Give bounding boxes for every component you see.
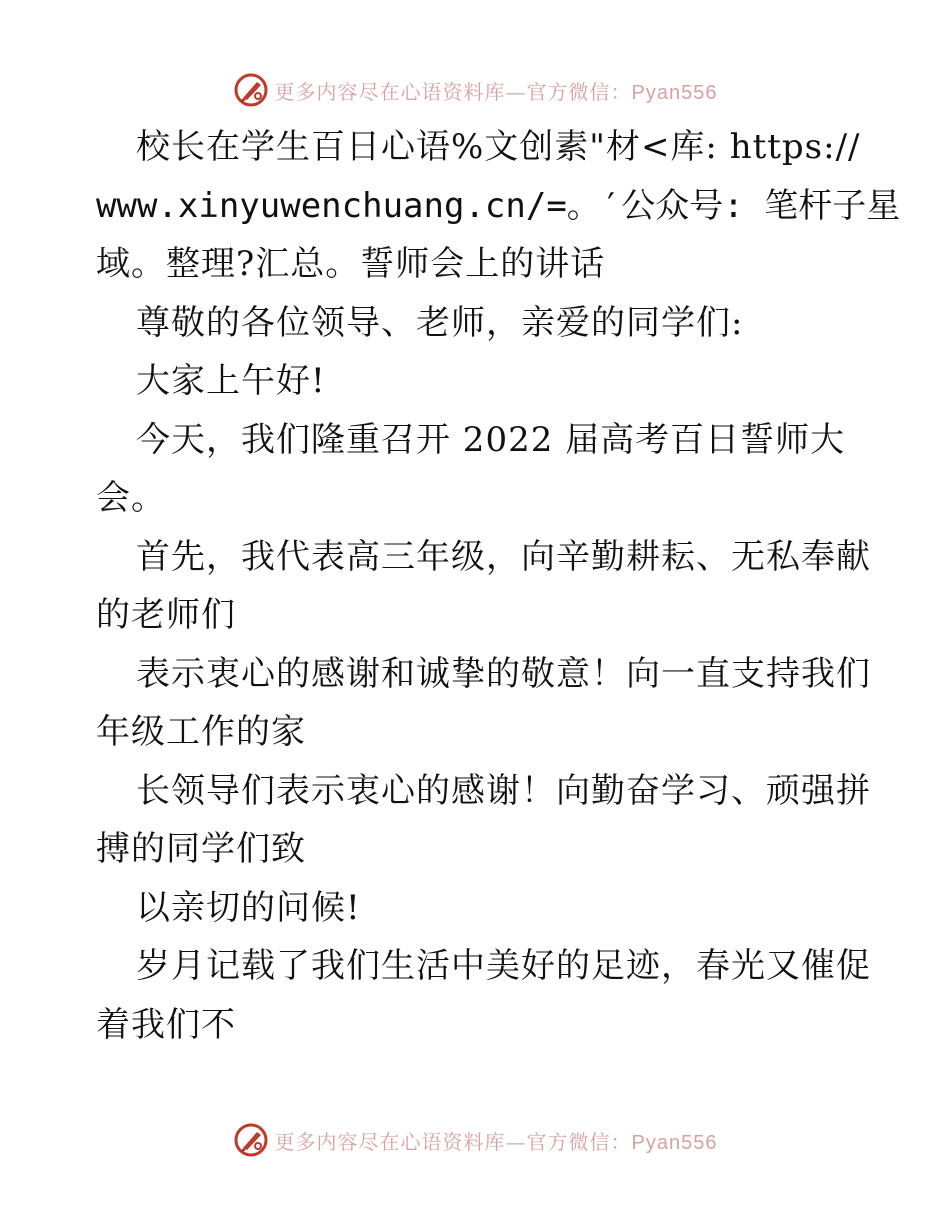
watermark-text: 更多内容尽在心语资料库—官方微信：Pyan556 bbox=[274, 1129, 718, 1154]
text-line: 着我们不 bbox=[96, 1004, 236, 1045]
pen-logo-icon bbox=[233, 72, 269, 108]
document-body bbox=[96, 118, 901, 1054]
text-line: 大家上午好! bbox=[136, 361, 326, 401]
text-line: 搏的同学们致 bbox=[96, 829, 306, 869]
text-line: 首先，我代表高三年级，向辛勤耕耘、无私奉献 bbox=[136, 536, 871, 577]
text-line: 尊敬的各位领导、老师，亲爱的同学们: bbox=[136, 302, 744, 343]
text-line: 以亲切的问候! bbox=[136, 887, 361, 928]
text-line: 会。 bbox=[96, 478, 166, 518]
text-line: 校长在学生百日心语%文创素"材<库: https:// bbox=[136, 127, 861, 167]
text-line: 岁月记载了我们生活中美好的足迹，春光又催促 bbox=[136, 946, 871, 986]
text-line: 长领导们表示衷心的感谢！向勤奋学习、顽强拼 bbox=[136, 770, 871, 811]
text-line: 表示衷心的感谢和诚挚的敬意！向一直支持我们 bbox=[136, 653, 871, 694]
footer-watermark bbox=[0, 1120, 950, 1160]
text-line: 域。整理?汇总。誓师会上的讲话 bbox=[96, 244, 606, 284]
text-line: 的老师们 bbox=[96, 595, 236, 635]
watermark-text: 更多内容尽在心语资料库—官方微信：Pyan556 bbox=[274, 79, 718, 104]
text-line: 年级工作的家 bbox=[96, 712, 306, 752]
text-line: 今天，我们隆重召开 2022 届高考百日誓师大 bbox=[136, 419, 846, 460]
pen-logo-icon bbox=[233, 1122, 269, 1158]
header-watermark bbox=[0, 70, 950, 110]
text-line: www.xinyuwenchuang.cn/=。′公众号: 笔杆子星 bbox=[96, 185, 901, 226]
